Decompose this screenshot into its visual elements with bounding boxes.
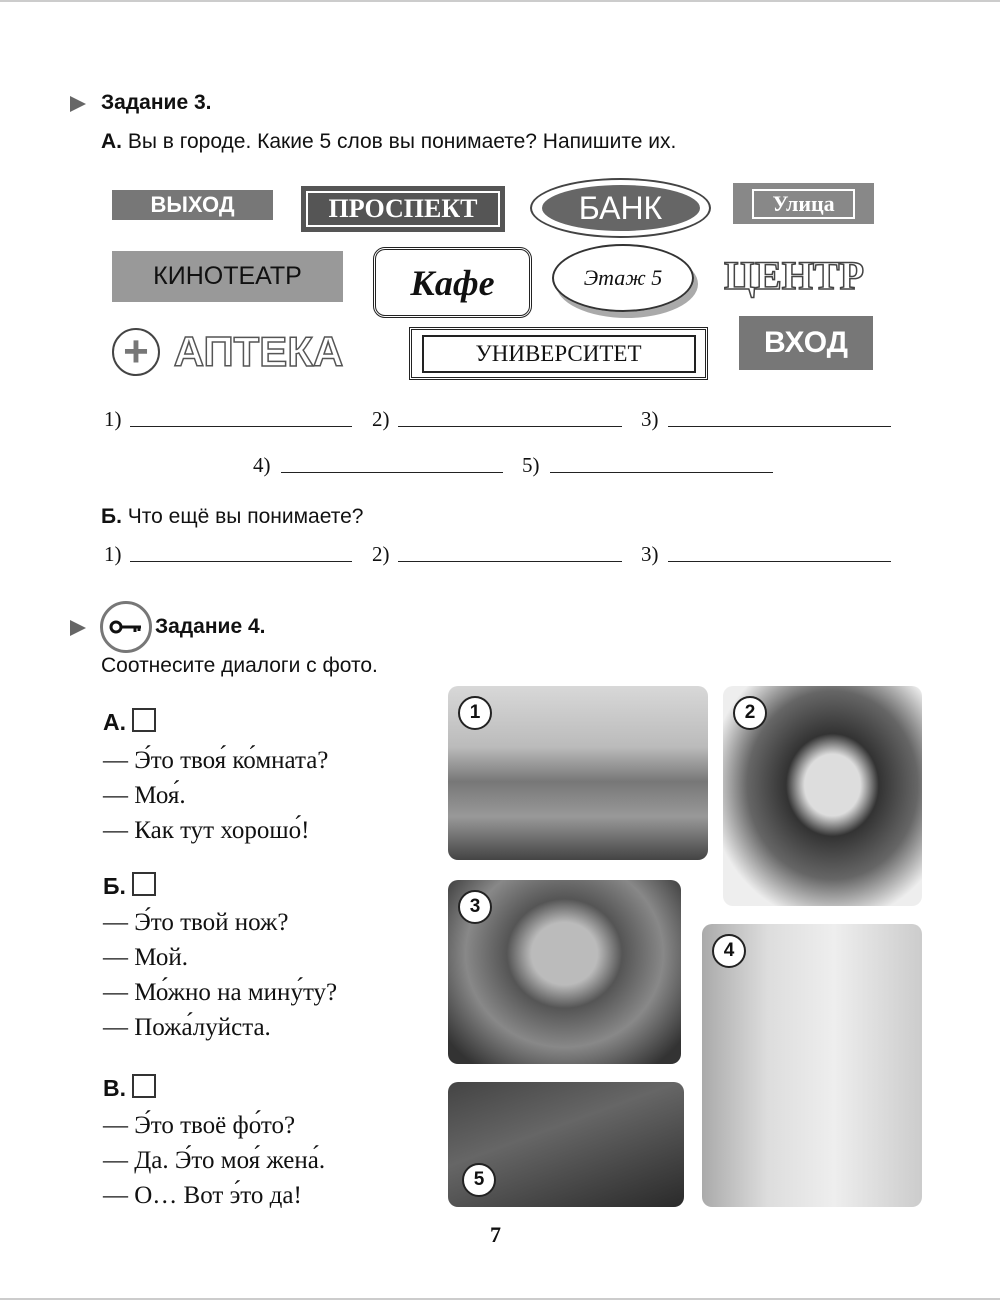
sign-bank: БАНК	[542, 185, 700, 231]
sign-street-frame	[733, 183, 874, 224]
partB-text: Что ещё вы понимаете?	[127, 505, 364, 528]
blank-label: 3)	[641, 407, 659, 431]
answer-line[interactable]	[130, 426, 352, 427]
dialogue-a-label: А.	[103, 708, 156, 736]
photo-number: 1	[458, 696, 492, 730]
sign-entrance: ВХОД	[739, 316, 873, 370]
sign-pharmacy: АПТЕКА	[173, 327, 344, 375]
partB-label: Б.	[101, 505, 122, 528]
blank-label: 2)	[372, 407, 390, 431]
photo-knife-bread	[448, 1082, 684, 1207]
dialogue-line: — Мой.	[103, 944, 188, 971]
task-arrow-icon	[70, 620, 86, 636]
dialogue-line: — О… Вот э́то да!	[103, 1182, 302, 1209]
task4-instruction: Соотнесите диалоги с фото.	[101, 654, 378, 677]
sign-exit: ВЫХОД	[112, 190, 273, 220]
dialogue-v-label: В.	[103, 1074, 156, 1102]
dialogue-line: — Э́то твой нож?	[103, 909, 289, 936]
partA-label: А.	[101, 130, 122, 153]
task3-partB-instruction	[101, 505, 363, 529]
dialogue-line: — Да. Э́то моя́ жена́.	[103, 1147, 326, 1174]
sign-street: Улица	[752, 189, 854, 219]
sign-university-text: УНИВЕРСИТЕТ	[422, 335, 696, 373]
photo-number: 3	[458, 890, 492, 924]
answer-line[interactable]	[398, 426, 622, 427]
task3-title: Задание 3.	[101, 91, 212, 114]
blank-label: 1)	[104, 542, 122, 566]
key-icon	[100, 601, 152, 653]
photo-room	[702, 924, 922, 1207]
partA-text: Вы в городе. Какие 5 слов вы понимаете? Напишите их.	[127, 130, 677, 153]
answer-line[interactable]	[668, 561, 891, 562]
photo-number: 4	[712, 934, 746, 968]
answer-line[interactable]	[398, 561, 622, 562]
photo-city-street	[448, 686, 708, 860]
sign-prospekt: ПРОСПЕКТ	[301, 186, 505, 232]
page-number: 7	[490, 1222, 501, 1247]
blank-label: 1)	[104, 407, 122, 431]
dialogue-line: — Э́то твоё фо́то?	[103, 1112, 296, 1139]
photo-number: 2	[733, 696, 767, 730]
photo-number: 5	[462, 1163, 496, 1197]
task-arrow-icon	[70, 96, 86, 112]
sign-floor5: Этаж 5	[552, 244, 694, 312]
pharmacy-cross-icon: +	[112, 328, 160, 376]
dialogue-v	[103, 1108, 325, 1213]
sign-center: ЦЕНТР	[723, 253, 865, 298]
sign-cafe: Кафе	[373, 247, 532, 318]
dialogue-a	[103, 743, 328, 848]
dialogue-line: — Э́то твоя́ ко́мната?	[103, 747, 329, 774]
answer-checkbox[interactable]	[132, 1074, 156, 1098]
answer-line[interactable]	[281, 472, 503, 473]
photo-woman	[723, 686, 922, 906]
task4-title: Задание 4.	[155, 615, 266, 638]
dialogue-b	[103, 905, 337, 1045]
dialogue-line: — Мо́жно на мину́ту?	[103, 979, 338, 1006]
answer-checkbox[interactable]	[132, 872, 156, 896]
blank-label: 5)	[522, 453, 540, 477]
answer-line[interactable]	[668, 426, 891, 427]
photo-man	[448, 880, 681, 1064]
sign-university	[409, 327, 708, 380]
blank-label: 4)	[253, 453, 271, 477]
dialogue-b-label: Б.	[103, 872, 156, 900]
answer-line[interactable]	[550, 472, 773, 473]
answer-line[interactable]	[130, 561, 352, 562]
blank-label: 3)	[641, 542, 659, 566]
answer-checkbox[interactable]	[132, 708, 156, 732]
task3-partA-instruction	[101, 130, 676, 154]
dialogue-line: — Пожа́луйста.	[103, 1014, 271, 1041]
dialogue-line: — Как тут хорошо́!	[103, 817, 310, 844]
blank-label: 2)	[372, 542, 390, 566]
sign-bank-frame	[530, 178, 711, 238]
sign-cinema: КИНОТЕАТР	[112, 251, 343, 302]
dialogue-line: — Моя́.	[103, 782, 186, 809]
